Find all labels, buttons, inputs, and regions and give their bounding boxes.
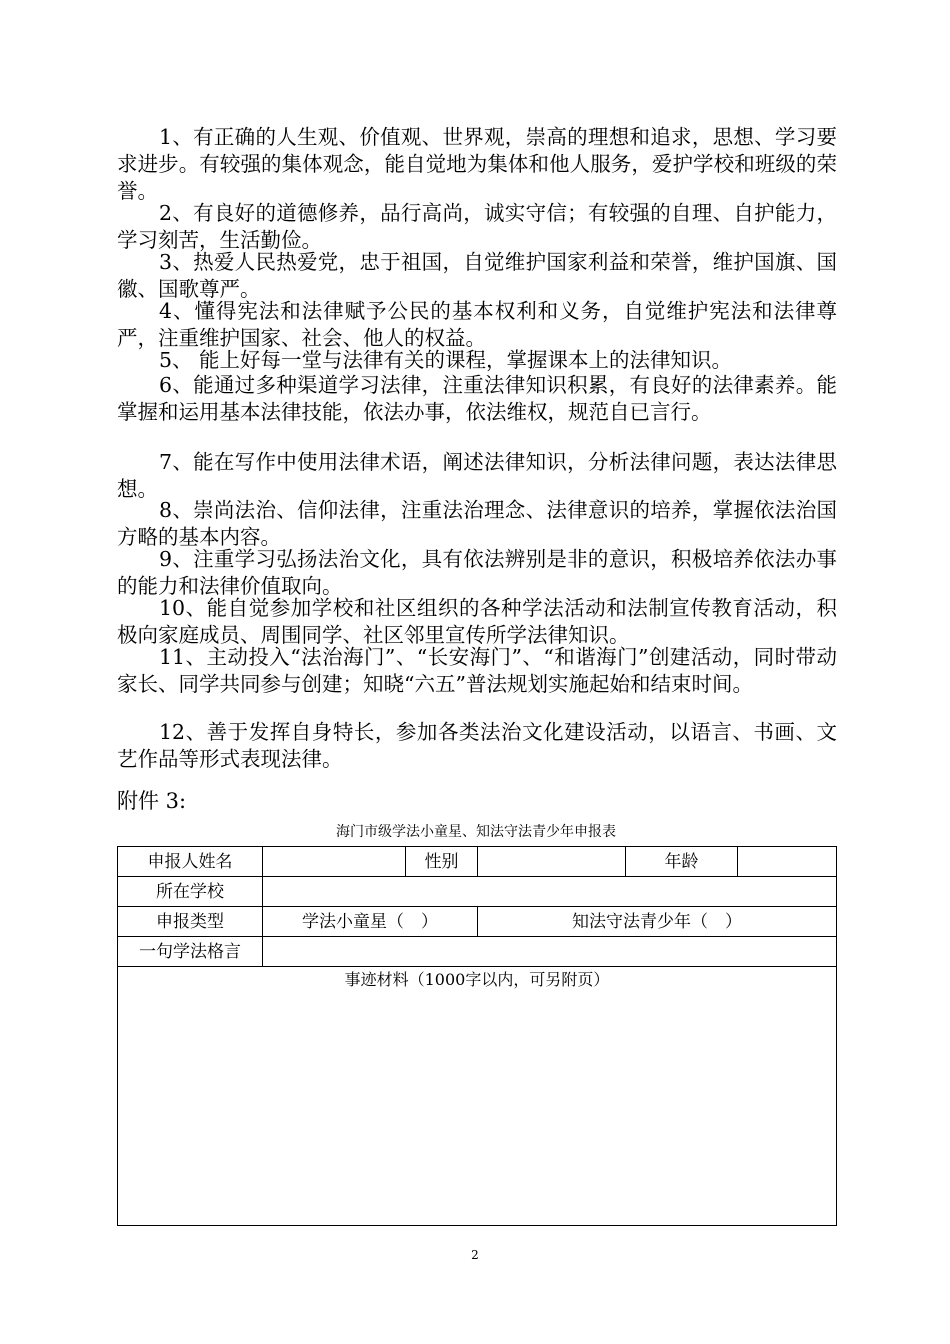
- form-row-story: [118, 967, 837, 1226]
- criterion-6: [117, 372, 837, 426]
- criterion-1-text: 1、有正确的人生观、价值观、世界观，崇高的理想和追求，思想、学习要求进步。有较强的集体观念，能自觉地为集体和他人服务，爱护学校和班级的荣誉。: [117, 125, 837, 203]
- gender-field[interactable]: [478, 847, 626, 877]
- criterion-6-text: 6、能通过多种渠道学习法律，注重法律知识积累，有良好的法律素养。能掌握和运用基本法律技能，依法办事，依法维权，规范自已言行。: [117, 373, 837, 424]
- criterion-5-text: 5、 能上好每一堂与法律有关的课程，掌握课本上的法律知识。: [159, 348, 733, 372]
- criterion-9: [117, 546, 837, 600]
- motto-label: 一句学法格言: [118, 937, 263, 967]
- criterion-11-text: 11、主动投入“法治海门”、“长安海门”、“和谐海门”创建活动，同时带动家长、同学共同参与创建；知晓“六五”普法规划实施起始和结束时间。: [117, 645, 837, 696]
- criterion-2-text: 2、有良好的道德修养，品行高尚，诚实守信；有较强的自理、自护能力，学习刻苦，生活勤俭。: [117, 201, 837, 252]
- school-field[interactable]: [263, 877, 837, 907]
- form-row-motto: [118, 937, 837, 967]
- criterion-11: [117, 644, 837, 698]
- school-label: 所在学校: [118, 877, 263, 907]
- criterion-8-text: 8、崇尚法治、信仰法律，注重法治理念、法律意识的培养，掌握依法治国方略的基本内容。: [117, 498, 837, 549]
- criterion-12: [117, 719, 837, 773]
- age-label: 年龄: [626, 847, 738, 877]
- criterion-8: [117, 497, 837, 551]
- name-label: 申报人姓名: [118, 847, 263, 877]
- criterion-7: [117, 449, 837, 503]
- criterion-3-text: 3、热爱人民热爱党，忠于祖国，自觉维护国家利益和荣誉，维护国旗、国徽、国歌尊严。: [117, 250, 837, 301]
- form-row-name: [118, 847, 837, 877]
- story-label: 事迹材料（1000字以内，可另附页）: [344, 970, 610, 989]
- application-form: [117, 846, 837, 1226]
- story-field[interactable]: [118, 967, 837, 1226]
- age-field[interactable]: [738, 847, 837, 877]
- form-row-school: [118, 877, 837, 907]
- criterion-7-text: 7、能在写作中使用法律术语，阐述法律知识，分析法律问题，表达法律思想。: [117, 450, 837, 501]
- criterion-1: [117, 124, 837, 205]
- criterion-3: [117, 249, 837, 303]
- criterion-10: [117, 595, 837, 649]
- form-row-type: [118, 907, 837, 937]
- type-label: 申报类型: [118, 907, 263, 937]
- criterion-9-text: 9、注重学习弘扬法治文化，具有依法辨别是非的意识，积极培养依法办事的能力和法律价值取向。: [117, 547, 837, 598]
- criterion-4: [117, 298, 837, 352]
- criterion-4-text: 4、懂得宪法和法律赋予公民的基本权利和义务，自觉维护宪法和法律尊严，注重维护国家、社会、他人的权益。: [117, 299, 837, 350]
- criterion-2: [117, 200, 837, 254]
- type-option-child-star[interactable]: 学法小童星（ ）: [263, 907, 478, 937]
- attachment-label: 附件 3:: [117, 789, 187, 813]
- gender-label: 性别: [406, 847, 478, 877]
- motto-field[interactable]: [263, 937, 837, 967]
- criterion-5: [117, 347, 837, 374]
- type-option-law-abiding-youth[interactable]: 知法守法青少年（ ）: [478, 907, 837, 937]
- form-title: 海门市级学法小童星、知法守法青少年申报表: [336, 824, 616, 840]
- criterion-12-text: 12、善于发挥自身特长，参加各类法治文化建设活动，以语言、书画、文艺作品等形式表现法律。: [117, 720, 837, 771]
- criterion-10-text: 10、能自觉参加学校和社区组织的各种学法活动和法制宣传教育活动，积极向家庭成员、周围同学、社区邻里宣传所学法律知识。: [117, 596, 837, 647]
- name-field[interactable]: [263, 847, 406, 877]
- page-number: 2: [471, 1248, 479, 1262]
